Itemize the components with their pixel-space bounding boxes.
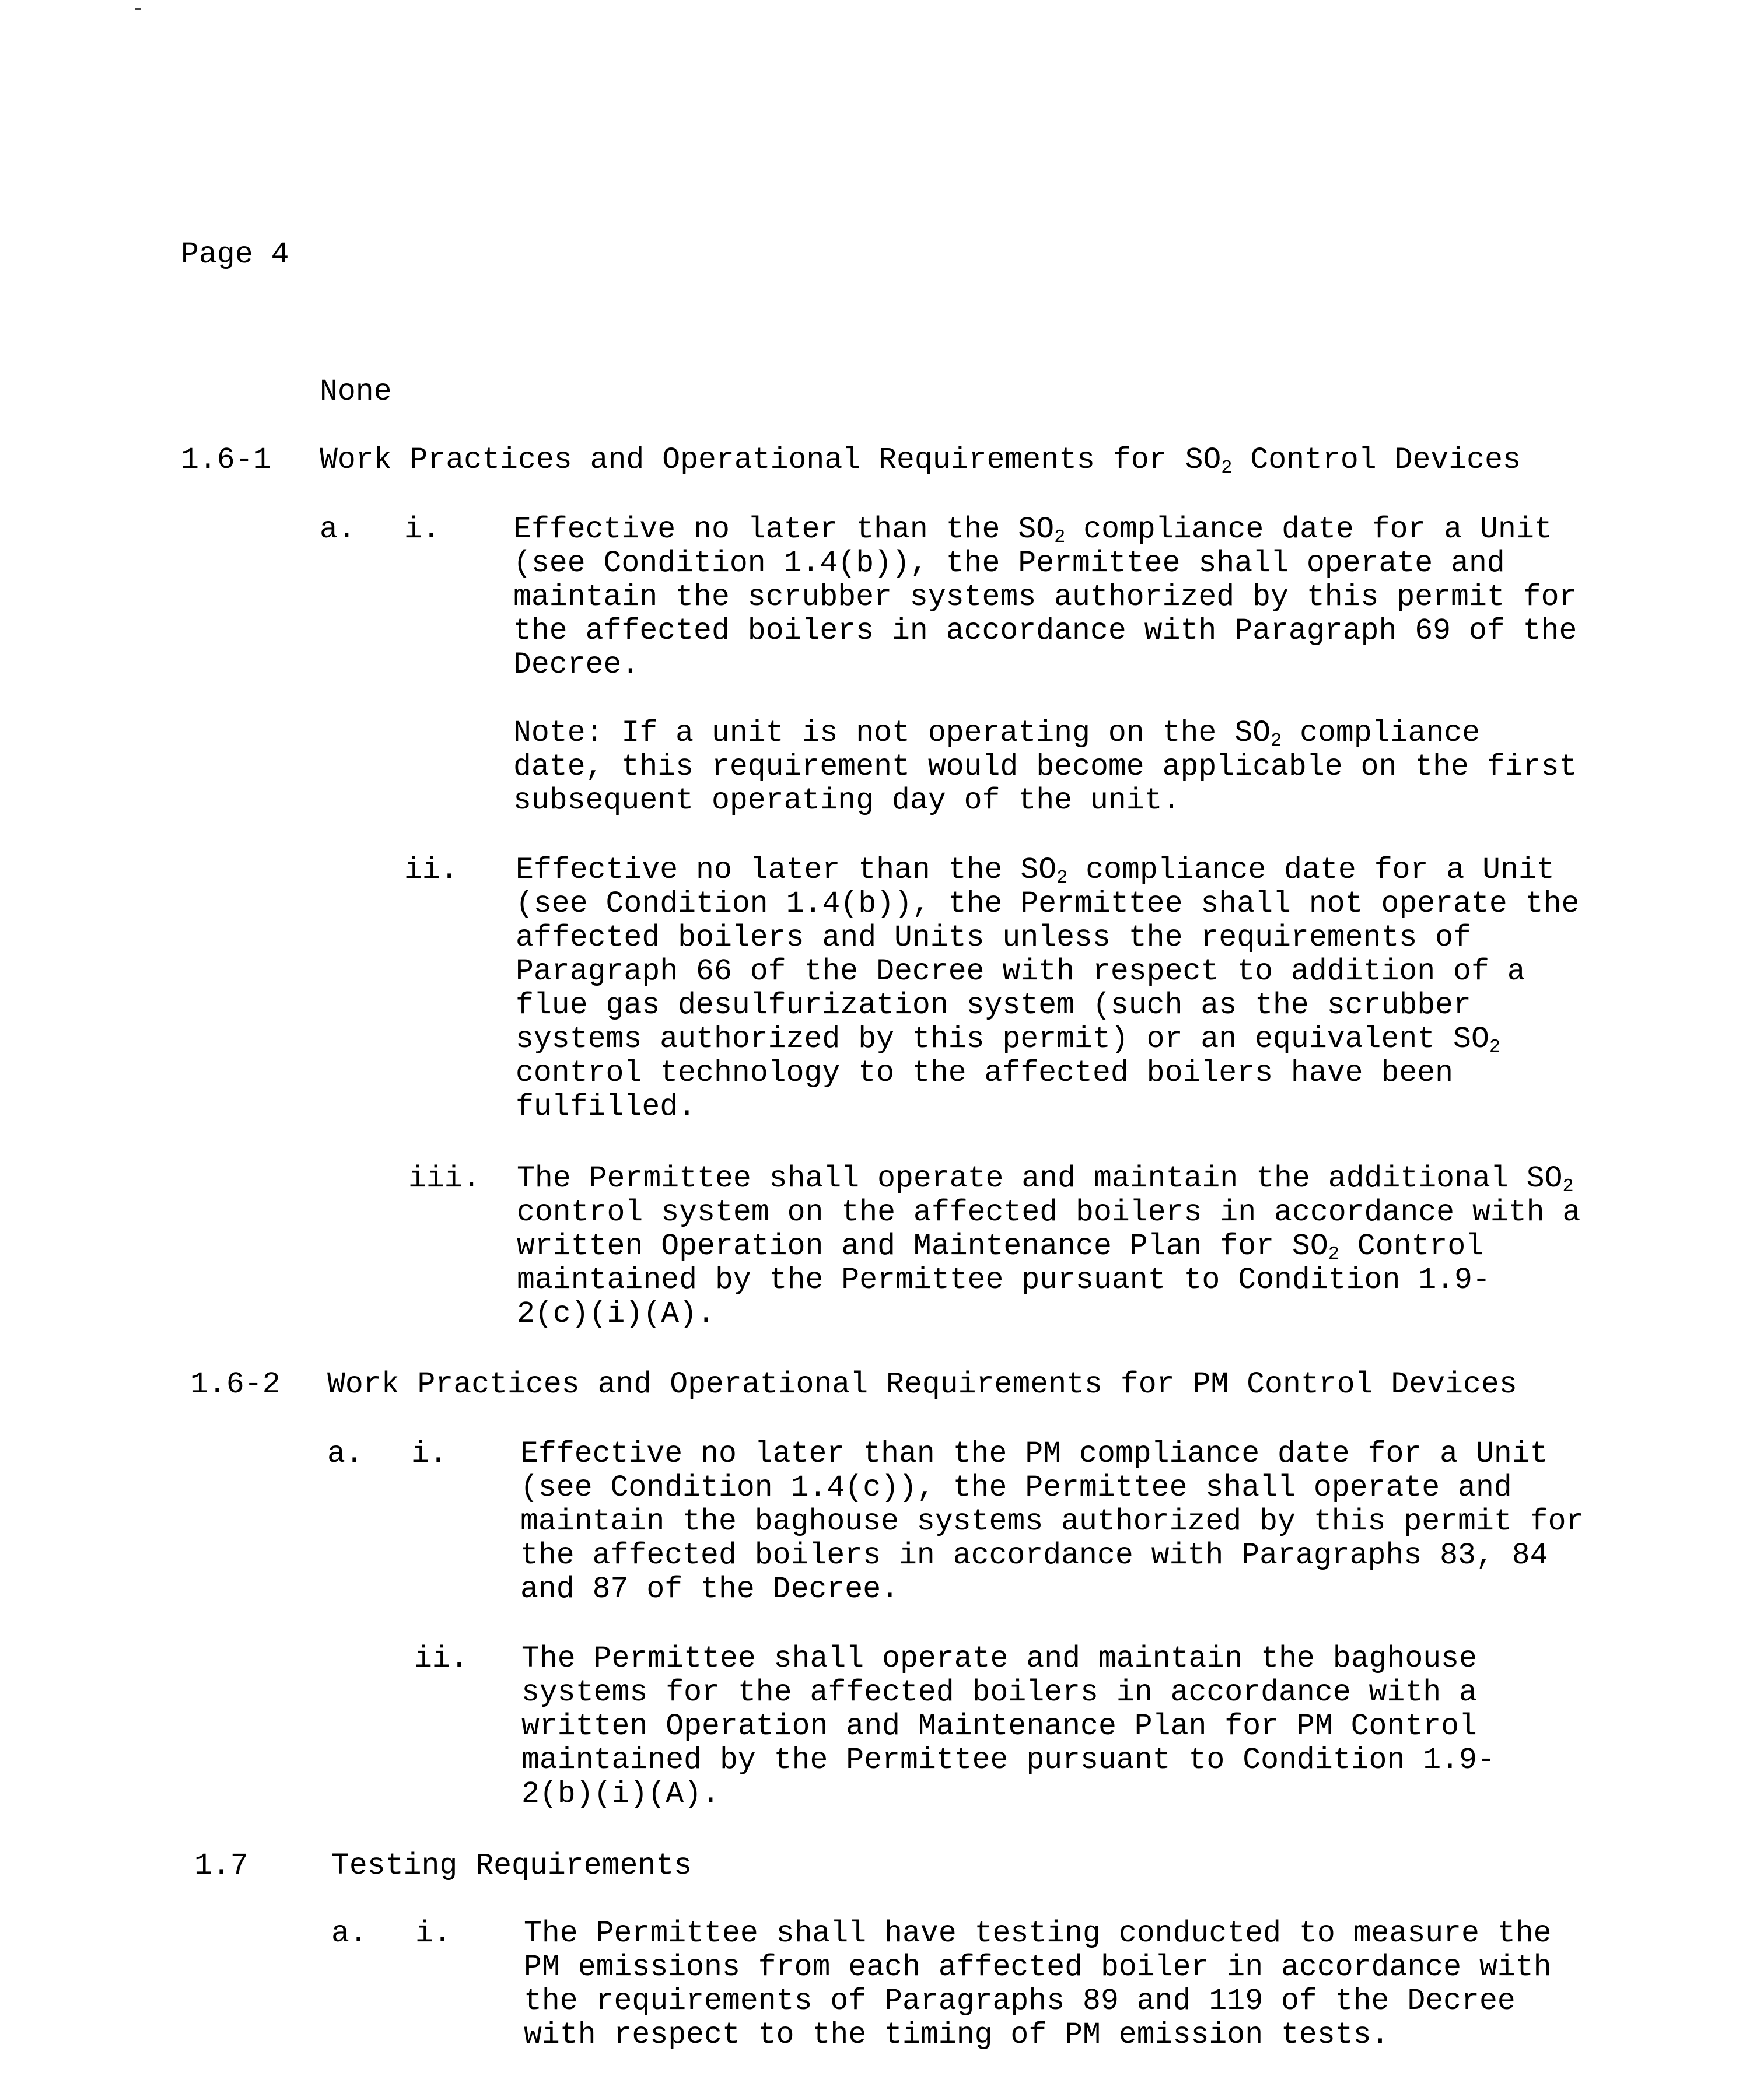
section-title-1-6-1: Work Practices and Operational Requirements for $SO_2$ Control Devices: [320, 443, 1521, 478]
item-i-label: i.: [415, 1917, 452, 1951]
scan-mark: [135, 8, 141, 10]
section-number-1-6-1: 1.6-1: [181, 443, 271, 477]
paragraph-1-6-2-a-i: Effective no later than the PM compliance date for a Unit (see Condition 1.4(c)), the Permittee shall operate and maintain the baghouse systems authorized by this permit for the affected boilers in accordance with Paragraphs 83, 84 and 87 of the Decree.: [520, 1437, 1584, 1606]
item-iii-label: iii.: [408, 1162, 481, 1196]
section-title-1-6-2: Work Practices and Operational Requirements for PM Control Devices: [327, 1368, 1517, 1402]
none-text: None: [320, 375, 392, 409]
section-title-1-7: Testing Requirements: [331, 1849, 692, 1883]
item-ii-label: ii.: [404, 853, 459, 887]
item-a-label: a.: [327, 1437, 363, 1471]
item-i-label: i.: [404, 513, 440, 547]
item-ii-label: ii.: [414, 1642, 468, 1676]
paragraph-1-7-a-i: The Permittee shall have testing conducted to measure the PM emissions from each affected boiler in accordance with the requirements of Paragraphs 89 and 119 of the Decree with respect to the timing of PM emission tests.: [524, 1917, 1552, 2052]
section-number-1-6-2: 1.6-2: [190, 1368, 281, 1402]
paragraph-1-6-1-a-ii: Effective no later than the $SO_2$ compliance date for a Unit (see Condition 1.4(b)), the Permittee shall not operate the affected boilers and Units unless the requirements of Paragraph 66 of the Decree with respect to addition of a flue gas desulfurization system (such as the scrubber systems authorized by this permit) or an equivalent $SO_2$ control technology to the affected boilers have been fulfilled.: [516, 853, 1580, 1124]
item-a-label: a.: [320, 513, 356, 547]
item-i-label: i.: [411, 1437, 447, 1471]
paragraph-1-6-2-a-ii: The Permittee shall operate and maintain the baghouse systems for the affected boilers in accordance with a written Operation and Maintenance Plan for PM Control maintained by the Permittee pursuant to Condition 1.9- 2(b)(i)(A).: [522, 1642, 1495, 1811]
page-number: Page 4: [181, 238, 289, 272]
paragraph-1-6-1-a-iii: The Permittee shall operate and maintain the additional $SO_2$ control system on the affected boilers in accordance with a written Operation and Maintenance Plan for $SO_2$ Control maintained by the Permittee pursuant to Condition 1.9- 2(c)(i)(A).: [517, 1162, 1581, 1331]
note-paragraph: Note: If a unit is not operating on the $SO_2$ compliance date, this requirement would become applicable on the first subsequent operating day of the unit.: [513, 716, 1577, 818]
section-number-1-7: 1.7: [194, 1849, 249, 1883]
item-a-label: a.: [331, 1917, 368, 1951]
paragraph-1-6-1-a-i: Effective no later than the $SO_2$ compliance date for a Unit (see Condition 1.4(b)), the Permittee shall operate and maintain the scrubber systems authorized by this permit for the affected boilers in accordance with Paragraph 69 of the Decree.: [513, 513, 1577, 682]
